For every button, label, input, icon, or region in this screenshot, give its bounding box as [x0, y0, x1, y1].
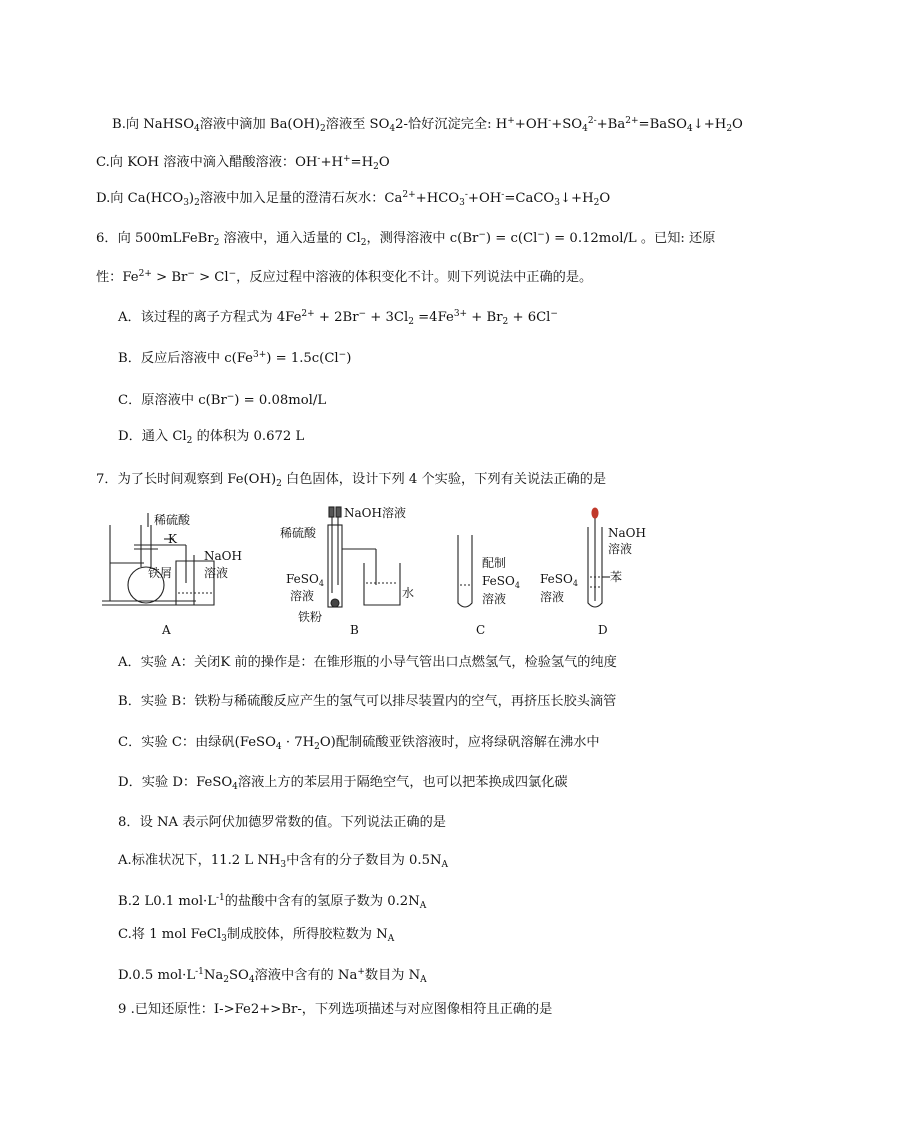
q6-stem-line1: 6．向 500mLFeBr$_2$ 溶液中，通入适量的 $Cl_2$，测得溶液中 c(Br−) = c(Cl−) = 0.12mol/L 。已知: 还原 — [96, 230, 716, 248]
label-c-solution: 溶液 — [482, 592, 507, 606]
label-b-naoh-solution: NaOH溶液 — [344, 506, 406, 520]
q5-option-d: D.向 $Ca(HCO_3)_2$溶液中加入足量的澄清石灰水：$Ca^{2+}+HCO_3^-+OH^-=CaCO_3↓+H_2O$ — [96, 190, 611, 208]
label-d-solution-2: 溶液 — [540, 590, 565, 604]
q7-option-d: D．实验 D：FeSO$_4$溶液上方的苯层用于隔绝空气，也可以把苯换成四氯化碳 — [118, 775, 568, 792]
q6-option-c: C．原溶液中 c(Br−) = 0.08mol/L — [118, 392, 327, 408]
label-a-solution: 溶液 — [204, 566, 229, 580]
label-d-solution: 溶液 — [608, 542, 633, 556]
label-b-feso4: FeSO$_4$ — [286, 572, 324, 588]
label-b-water: 水 — [402, 586, 415, 600]
label-b-iron-powder: 铁粉 — [298, 610, 323, 624]
q8-option-a: A.标准状况下，11.2 L $NH_3$中含有的分子数目为 $0.5N_A$ — [118, 853, 449, 870]
label-c-feso4: FeSO$_4$ — [482, 574, 520, 590]
label-b-solution: 溶液 — [290, 589, 315, 603]
label-d-feso4: FeSO$_4$ — [540, 572, 578, 588]
q7-option-b: B．实验 B：铁粉与稀硫酸反应产生的氢气可以排尽装置内的空气，再挤压长胶头滴管 — [118, 694, 617, 709]
q6-option-b: B．反应后溶液中 $c(Fe^{3+}) = 1.5c(Cl^-)$ — [118, 350, 352, 366]
q7-option-c: C．实验 C：由绿矾(FeSO$_4$ · $7H_2O$)配制硫酸亚铁溶液时，应将绿矾溶解在沸水中 — [118, 735, 600, 752]
q7-stem: 7．为了长时间观察到 $Fe(OH)_2$ 白色固体，设计下列 4 个实验，下列有关说法正确的是 — [96, 472, 607, 489]
experiment-apparatus-figure — [96, 505, 646, 645]
apparatus-d — [588, 508, 610, 607]
q8-option-c: C.将 1 mol FeCl$_3$制成胶体，所得胶粒数为 $N_A$ — [118, 927, 395, 944]
q6-option-d: D．通入 $Cl_2$ 的体积为 0.672 L — [118, 429, 305, 446]
q9-stem: 9 .已知还原性：I->Fe2+>Br-，下列选项描述与对应图像相符且正确的是 — [118, 1002, 553, 1017]
label-a-dilute-acid: 稀硫酸 — [154, 513, 191, 527]
label-d-benzene: 苯 — [610, 570, 623, 584]
q7-option-a: A．实验 A：关闭K 前的操作是：在锥形瓶的小导气管出口点燃氢气，检验氢气的纯度 — [118, 655, 617, 670]
label-a-valve-k: K — [168, 532, 177, 546]
q5-option-c: C.向 KOH 溶液中滴入醋酸溶液：$OH^-+H^+=H_2O$ — [96, 154, 390, 172]
q6-option-a: A．该过程的离子方程式为 $4Fe^{2+} + 2Br^- + 3Cl_2 =4Fe^{3+} + Br_2 + 6Cl^-$ — [118, 309, 558, 327]
q5-option-b: B.向 NaHSO$_4$溶液中滴加 $Ba(OH)_2$溶液至 $SO_42-$恰好沉淀完全: $H^++OH^-+SO_4^{2-}+Ba^{2+}=BaSO_4↓+H_2O$ — [112, 116, 743, 134]
label-c-prepare: 配制 — [482, 556, 507, 570]
q8-option-b: B.2 L0.1 $mol\cdot L^{-1}$的盐酸中含有的氢原子数为 $0.2N_A$ — [118, 893, 427, 911]
label-d-naoh: NaOH — [608, 526, 646, 540]
label-d: D — [598, 623, 608, 637]
label-a-naoh: NaOH — [204, 549, 242, 563]
label-a-iron-filings: 铁屑 — [148, 566, 173, 580]
label-c: C — [476, 623, 486, 637]
apparatus-b — [328, 507, 400, 607]
q8-stem: 8．设 NA 表示阿伏加德罗常数的值。下列说法正确的是 — [118, 815, 446, 830]
q6-stem-line2: 性：$Fe^{2+} > Br^- > Cl^-$，反应过程中溶液的体积变化不计。则下列说法中正确的是。 — [96, 269, 593, 285]
apparatus-c — [458, 535, 472, 607]
label-a: A — [162, 623, 171, 637]
label-b: B — [350, 623, 359, 637]
q8-option-d: D.0.5 $mol\cdot L^{-1}Na_2SO_4$溶液中含有的 Na+数目为 $N_A$ — [118, 967, 427, 985]
label-b-dilute-acid: 稀硫酸 — [280, 526, 317, 540]
